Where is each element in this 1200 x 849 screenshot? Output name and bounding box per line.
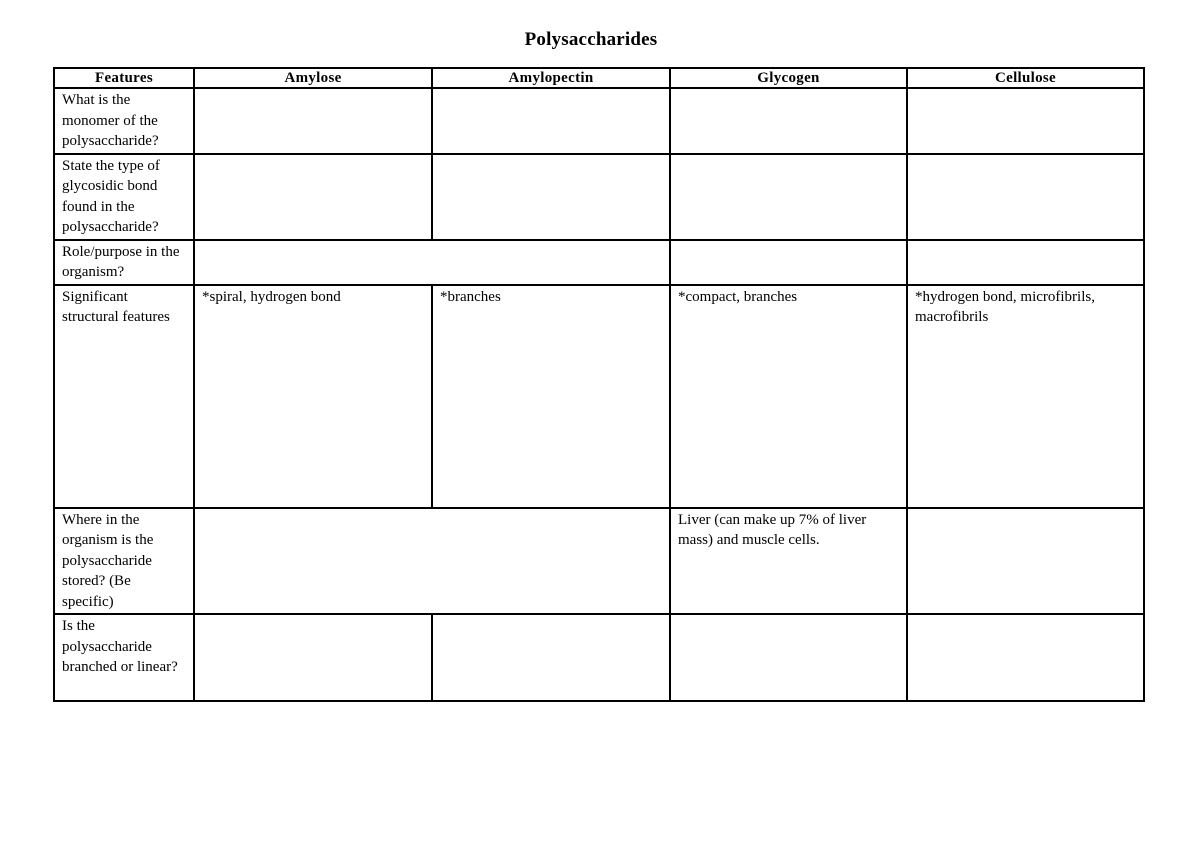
header-amylopectin: Amylopectin [432, 68, 670, 88]
feature-branched: Is the polysaccharide branched or linear? [54, 614, 194, 701]
cell-glycogen-structure[interactable]: *compact, branches [670, 285, 907, 508]
feature-stored: Where in the organism is the polysaccharide stored? (Be specific) [54, 508, 194, 615]
table-row-role [54, 240, 1144, 285]
cell-cellulose-monomer[interactable] [907, 88, 1144, 154]
page-title: Polysaccharides [524, 29, 658, 50]
cell-amylopectin-monomer[interactable] [432, 88, 670, 154]
cell-cellulose-bond[interactable] [907, 154, 1144, 240]
feature-structure: Significant structural features [54, 285, 194, 508]
cell-starch-role[interactable] [194, 240, 670, 285]
cell-cellulose-branched[interactable] [907, 614, 1144, 701]
cell-starch-stored[interactable] [194, 508, 670, 615]
polysaccharides-table [53, 67, 1145, 702]
table-row-branched [54, 614, 1144, 701]
feature-bond: State the type of glycosidic bond found in the polysaccharide? [54, 154, 194, 240]
cell-cellulose-structure[interactable]: *hydrogen bond, microfibrils, macrofibrils [907, 285, 1144, 508]
table-row-structure [54, 285, 1144, 508]
header-features: Features [54, 68, 194, 88]
feature-role: Role/purpose in the organism? [54, 240, 194, 285]
cell-glycogen-stored[interactable]: Liver (can make up 7% of liver mass) and muscle cells. [670, 508, 907, 615]
header-amylose: Amylose [194, 68, 432, 88]
cell-amylose-monomer[interactable] [194, 88, 432, 154]
cell-glycogen-bond[interactable] [670, 154, 907, 240]
cell-amylopectin-bond[interactable] [432, 154, 670, 240]
header-cellulose: Cellulose [907, 68, 1144, 88]
cell-amylose-structure[interactable]: *spiral, hydrogen bond [194, 285, 432, 508]
cell-cellulose-role[interactable] [907, 240, 1144, 285]
table-row-stored [54, 508, 1144, 615]
cell-amylose-bond[interactable] [194, 154, 432, 240]
cell-amylopectin-structure[interactable]: *branches [432, 285, 670, 508]
cell-glycogen-branched[interactable] [670, 614, 907, 701]
table-header-row [54, 68, 1144, 88]
cell-cellulose-stored[interactable] [907, 508, 1144, 615]
cell-glycogen-role[interactable] [670, 240, 907, 285]
feature-monomer: What is the monomer of the polysaccharide? [54, 88, 194, 154]
table-row-bond [54, 154, 1144, 240]
cell-amylopectin-branched[interactable] [432, 614, 670, 701]
cell-glycogen-monomer[interactable] [670, 88, 907, 154]
table-row-monomer [54, 88, 1144, 154]
header-glycogen: Glycogen [670, 68, 907, 88]
cell-amylose-branched[interactable] [194, 614, 432, 701]
